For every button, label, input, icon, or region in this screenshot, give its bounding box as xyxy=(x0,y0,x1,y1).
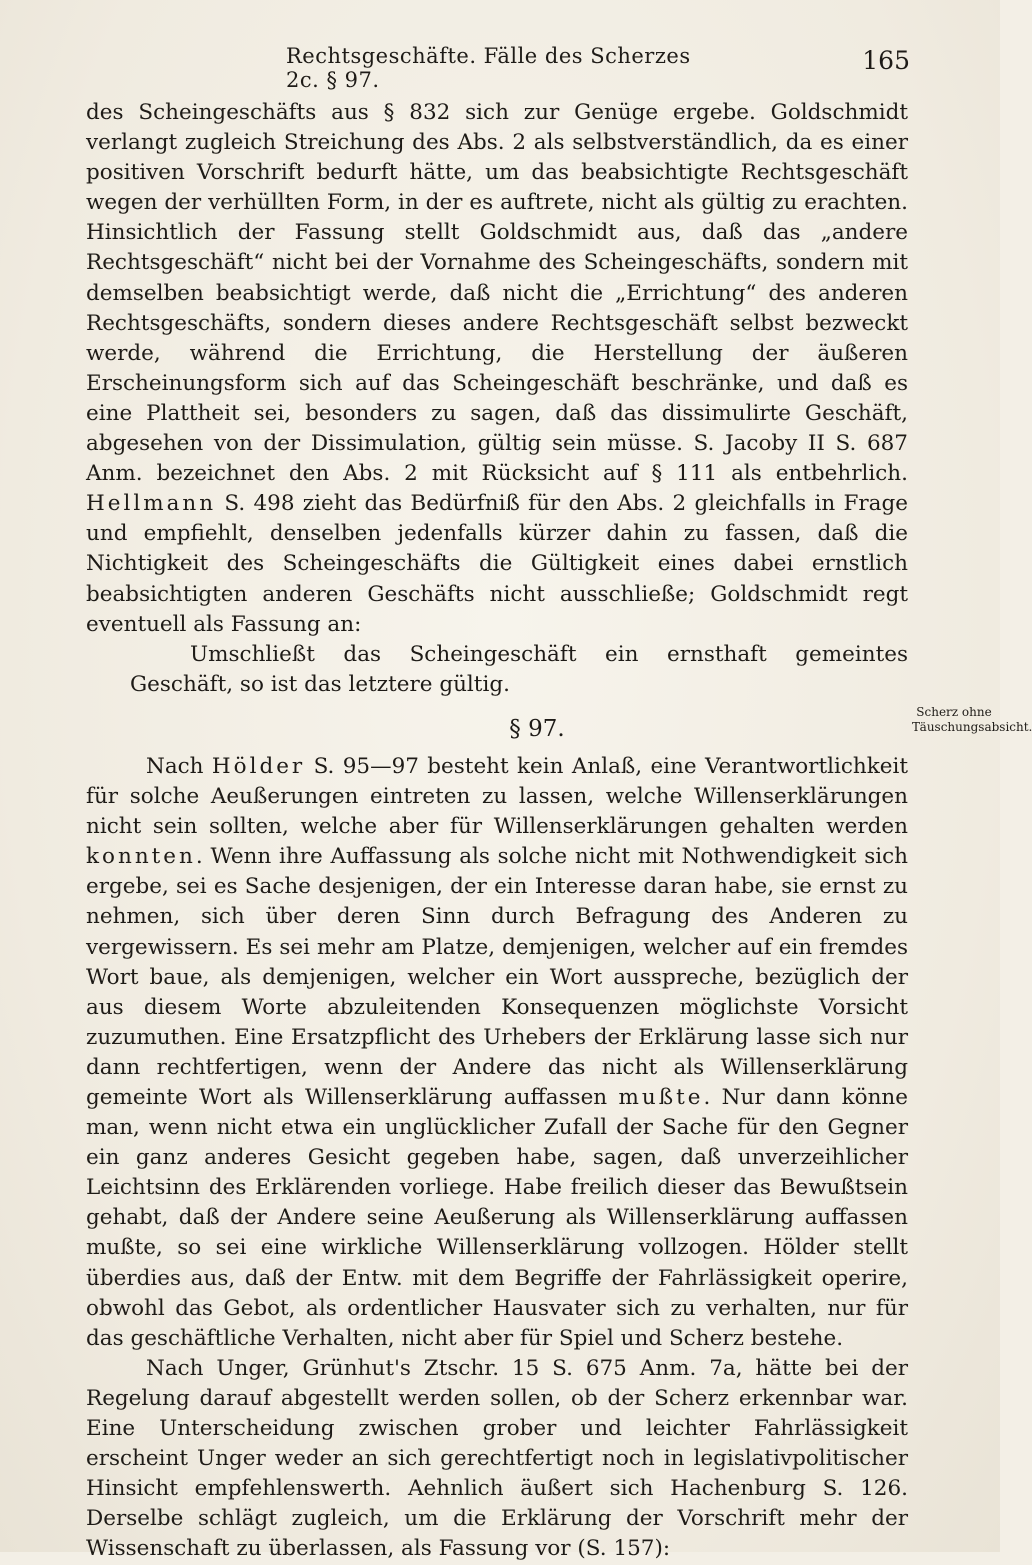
paragraph-text: S. 95—97 besteht kein Anlaß, eine Verantwortlichkeit für solche Aeußerungen eintreten zu lassen, welche Willenserklärungen nicht sein sollten, welche aber für Willenserklärungen gehalten werden xyxy=(86,753,908,840)
paragraph-text: . Nur dann könne man, wenn nicht etwa ein unglücklicher Zufall der Sache für den Gegner ein ganz anderes Gesicht gegeben habe, sagen, daß unverzeihlicher Leichtsinn des Erklärenden vorliege. Habe freilich dieser das Bewußtsein gehabt, daß der Andere seine Aeußerung als Willenserklärung auffassen mußte, so sei eine wirkliche Willenserklärung vollzogen. Hölder stellt überdies aus, daß der Entw. mit dem Begriffe der Fahrlässigkeit operire, obwohl das Gebot, als ordentlicher Hausvater sich zu verhalten, nur für das geschäftliche Verhalten, nicht aber für Spiel und Scherz bestehe. xyxy=(86,1085,908,1351)
proposed-wording-quote: Umschließt das Scheingeschäft ein ernsthaft gemeintes Geschäft, so ist das letztere gültig. xyxy=(130,641,908,697)
paragraph-text: S. 498 zieht das Bedürfniß für den Abs. 2 gleichfalls in Frage und empfiehlt, denselben jedenfalls kürzer dahin zu fassen, daß die Nichtigkeit des Scheingeschäfts die Gültigkeit eines dabei ernstlich beabsichtigten anderen Geschäfts nicht ausschließe; Goldschmidt regt eventuell als Fassung an: xyxy=(86,491,908,637)
body-text xyxy=(86,98,908,1565)
paragraph-unger: Nach Unger, Grünhut's Ztschr. 15 S. 675 Anm. 7a, hätte bei der Regelung darauf abgestellt werden sollen, ob der Scherz erkennbar war. Eine Unterscheidung zwischen grober und leichter Fahrlässigkeit erscheint Unger weder an sich gerechtfertigt noch in legislativpolitischer Hinsicht empfehlenswerth. Aehnlich äußert sich Hachenburg S. 126. Derselbe schlägt zugleich, um die Erklärung der Vorschrift mehr der Wissenschaft zu überlassen, als Fassung vor (S. 157): xyxy=(86,1355,908,1562)
section-heading: § 97. xyxy=(509,715,565,742)
emphasis-musste: mußte xyxy=(618,1085,704,1110)
page-number: 165 xyxy=(862,46,910,75)
emphasis-konnten: konnten xyxy=(86,844,196,870)
paragraph-continuation xyxy=(86,98,908,640)
paragraph-text: des Scheingeschäfts aus § 832 sich zur Genüge ergebe. Goldschmidt verlangt zugleich Streichung des Abs. 2 als selbstverständlich, da es einer positiven Vorschrift bedurft hätte, um das beabsichtigte Rechtsgeschäft wegen der verhüllten Form, in der es auftrete, nicht als gültig zu erachten. Hinsichtlich der Fassung stellt Goldschmidt aus, daß das „andere Rechtsgeschäft“ nicht bei der Vornahme des Scheingeschäfts, sondern mit demselben beabsichtigt werde, daß nicht die „Errichtung“ des anderen Rechtsgeschäfts, sondern dieses andere Rechtsgeschäft selbst bezweckt werde, während die Errichtung, die Herstellung der äußeren Erscheinungsform sich auf das Scheingeschäft beschränke, und daß es eine Plattheit sei, besonders zu sagen, daß das dissimulirte Geschäft, abgesehen von der Dissimulation, gültig sein müsse. S. Jacoby II S. 687 Anm. bezeichnet den Abs. 2 mit Rücksicht auf § 111 als entbehrlich. xyxy=(86,100,908,487)
author-name-hellmann: Hellmann xyxy=(86,491,217,517)
author-name-hoelder: Hölder xyxy=(211,753,306,779)
paragraph-hoelder xyxy=(86,752,908,1354)
paragraph-text: . Wenn ihre Auffassung als solche nicht mit Nothwendigkeit sich ergebe, sei es Sache desjenigen, der ein Interesse daran habe, sie ernst zu nehmen, sich über deren Sinn durch Befragung des Anderen zu vergewissern. Es sei mehr am Platze, demjenigen, welcher auf ein fremdes Wort baue, als demjenigen, welcher ein Wort ausspreche, bezüglich der aus diesem Worte abzuleitenden Konsequenzen möglichste Vorsicht zuzumuthen. Eine Ersatzpflicht des Urhebers der Erklärung lasse sich nur dann rechtfertigen, wenn der Andere das nicht als Willenserklärung gemeinte Wort als Willenserklärung auffassen xyxy=(86,844,908,1110)
margin-note: Scherz ohne Täuschungsabsicht. xyxy=(912,705,1032,734)
running-head: Rechtsgeschäfte. Fälle des Scherzes 2c. § 97. xyxy=(286,44,691,92)
paragraph-text: Nach xyxy=(146,753,212,779)
